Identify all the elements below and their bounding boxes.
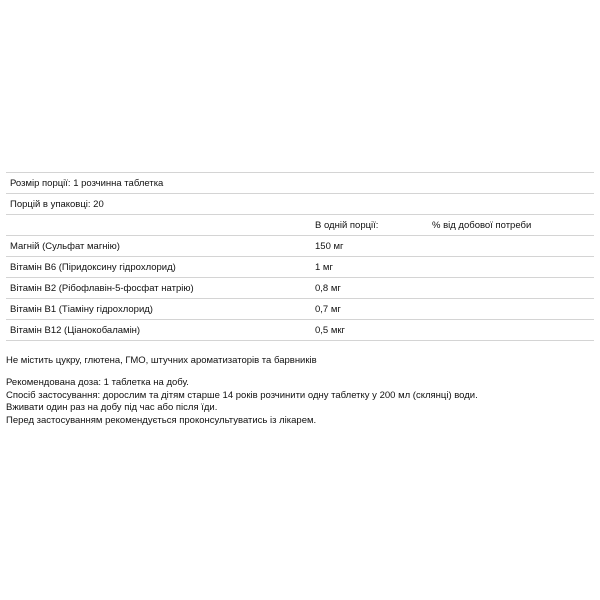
table-row: [6, 236, 594, 257]
free-from-note: Не містить цукру, глютена, ГМО, штучних ароматизаторів та барвників: [6, 355, 317, 366]
ingredient-daily-value: [428, 299, 594, 320]
usage-instructions-block: [6, 377, 594, 427]
table-row: [6, 320, 594, 341]
recommended-dose-text: Рекомендована доза: 1 таблетка на добу.: [6, 377, 189, 388]
serving-size-label: Розмір порції: 1 розчинна таблетка: [6, 173, 594, 194]
servings-per-pack-label: Порцій в упаковці: 20: [6, 194, 594, 215]
ingredient-amount: 0,5 мкг: [311, 320, 428, 341]
ingredient-amount: 0,7 мг: [311, 299, 428, 320]
daily-value-header: % від добової потреби: [428, 215, 594, 236]
ingredient-amount: 1 мг: [311, 257, 428, 278]
timing-text: Вживати один раз на добу під час або після їди.: [6, 402, 218, 413]
table-row: [6, 299, 594, 320]
serving-size-row: [6, 173, 594, 194]
ingredient-name: Вітамін B12 (Ціанокобаламін): [6, 320, 311, 341]
table-row: [6, 257, 594, 278]
ingredient-daily-value: [428, 257, 594, 278]
ingredient-name: Вітамін B6 (Піридоксину гідрохлорид): [6, 257, 311, 278]
header-empty-cell: [6, 215, 311, 236]
ingredient-daily-value: [428, 278, 594, 299]
servings-per-pack-row: [6, 194, 594, 215]
ingredient-name: Вітамін B1 (Тіаміну гідрохлорид): [6, 299, 311, 320]
free-from-note-block: [6, 355, 594, 368]
per-serving-header: В одній порції:: [311, 215, 428, 236]
ingredient-name: Вітамін B2 (Рібофлавін-5-фосфат натрію): [6, 278, 311, 299]
ingredient-amount: 0,8 мг: [311, 278, 428, 299]
ingredient-name: Магній (Сульфат магнію): [6, 236, 311, 257]
supplement-facts-table: [6, 172, 594, 341]
doctor-warning-text: Перед застосуванням рекомендується проконсультуватись із лікарем.: [6, 414, 317, 426]
column-header-row: [6, 215, 594, 236]
ingredient-daily-value: [428, 320, 594, 341]
table-row: [6, 278, 594, 299]
ingredient-daily-value: [428, 236, 594, 257]
ingredient-amount: 150 мг: [311, 236, 428, 257]
usage-method-text: Спосіб застосування: дорослим та дітям старше 14 років розчинити одну таблетку у 200 мл (склянці) води.: [6, 389, 478, 401]
